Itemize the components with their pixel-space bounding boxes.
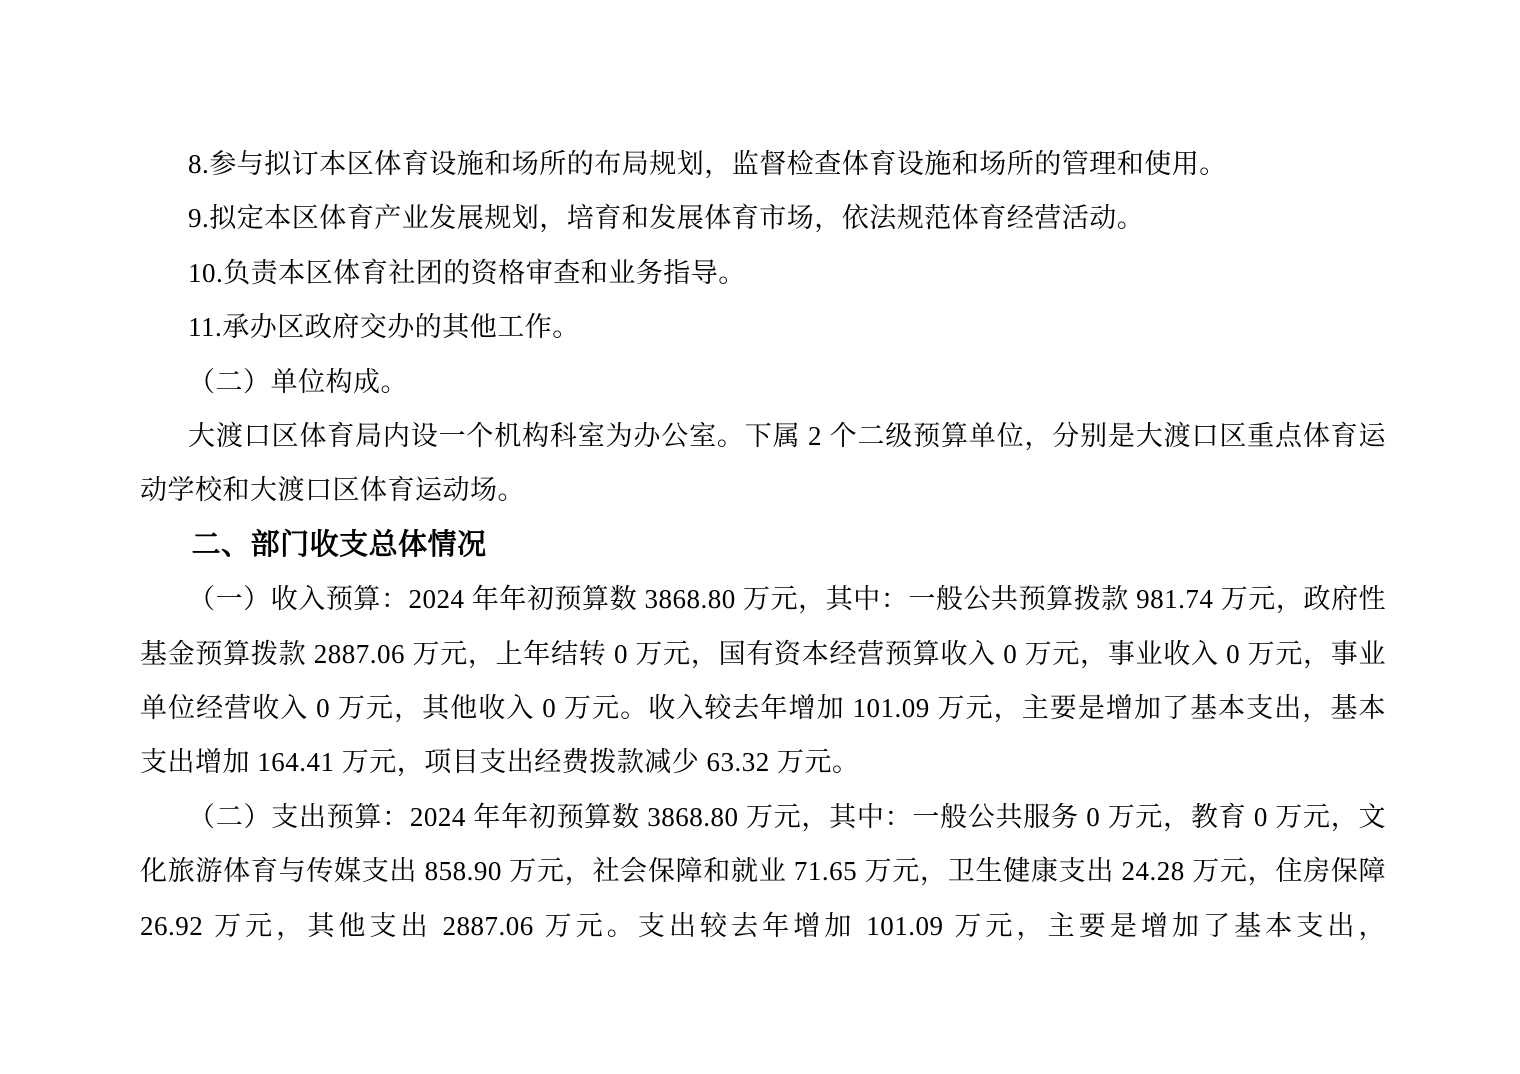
paragraph-unit-composition-body: 大渡口区体育局内设一个机构科室为办公室。下属 2 个二级预算单位，分别是大渡口区重点体育运动学校和大渡口区体育运动场。	[140, 421, 1386, 506]
document-body	[140, 137, 1386, 953]
paragraph-unit-composition-title: （二）单位构成。	[188, 366, 409, 397]
paragraph-duty-9: 9.拟定本区体育产业发展规划，培育和发展体育市场，依法规范体育经营活动。	[188, 203, 1145, 234]
paragraph-duty-8: 8.参与拟订本区体育设施和场所的布局规划，监督检查体育设施和场所的管理和使用。	[188, 149, 1227, 179]
paragraph-income-budget: （一）收入预算：2024 年年初预算数 3868.80 万元，其中：一般公共预算拨款 981.74 万元，政府性基金预算拨款 2887.06 万元，上年结转 0 万元，国有资本经营预算收入 0 万元，事业收入 0 万元，事业单位经营收入 0 万元，其他收入 0 万元。收入较去年增加 101.09 万元，主要是增加了基本支出，基本支出增加 164.41 万元，项目支出经费拨款减少 63.32 万元。	[140, 584, 1386, 778]
paragraph-expenditure-budget: （二）支出预算：2024 年年初预算数 3868.80 万元，其中：一般公共服务 0 万元，教育 0 万元，文化旅游体育与传媒支出 858.90 万元，社会保障和就业 71.65 万元，卫生健康支出 24.28 万元，住房保障 26.92 万元，其他支出 2887.06 万元。支出较去年增加 101.09 万元，主要是增加了基本支出，	[140, 801, 1386, 941]
section-heading-revenue-expenditure-overview: 二、部门收支总体情况	[191, 528, 487, 561]
paragraph-duty-10: 10.负责本区体育社团的资格审查和业务指导。	[188, 257, 746, 288]
paragraph-duty-11: 11.承办区政府交办的其他工作。	[188, 312, 580, 343]
